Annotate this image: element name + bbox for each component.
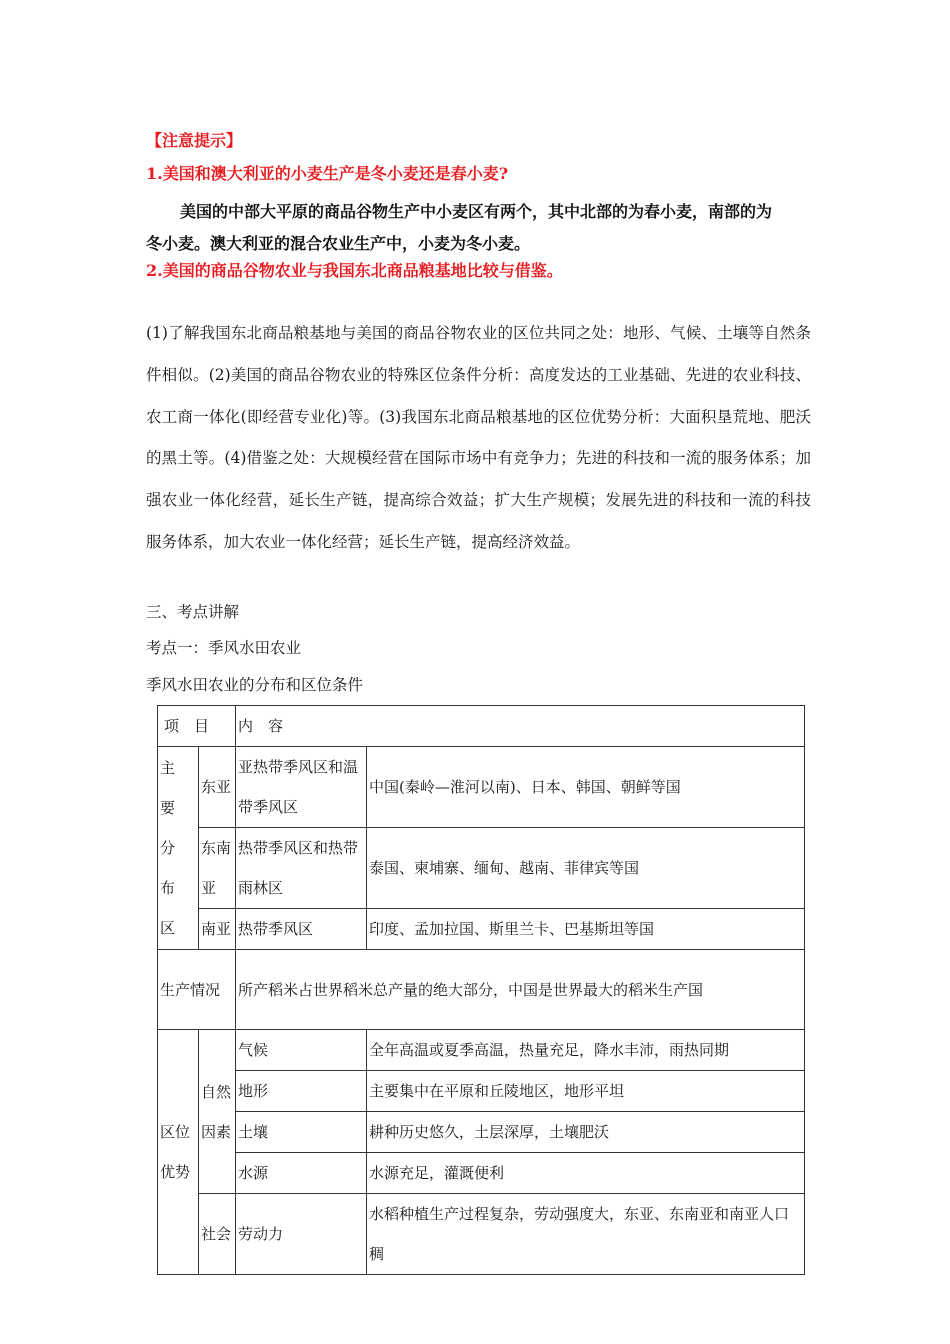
- notice-answer-1: [146, 196, 816, 260]
- header-item: 项 目: [158, 706, 236, 747]
- table-row: [158, 1153, 805, 1194]
- countries-cell: 中国(秦岭—淮河以南)、日本、韩国、朝鲜等国: [367, 747, 805, 828]
- advantage-label: 区位优势: [158, 1030, 199, 1275]
- table-row: [158, 1030, 805, 1071]
- factor-text: 水稻种植生产过程复杂，劳动强度大，东亚、东南亚和南亚人口稠: [367, 1194, 805, 1275]
- factor-text: 主要集中在平原和丘陵地区，地形平坦: [367, 1071, 805, 1112]
- factor-cell: 地形: [236, 1071, 367, 1112]
- production-label: 生产情况: [158, 950, 236, 1030]
- answer-line-2: 冬小麦。澳大利亚的混合农业生产中，小麦为冬小麦。: [146, 234, 531, 253]
- natural-label: 自然因素: [199, 1030, 236, 1194]
- table-header-row: [158, 706, 805, 747]
- kaodian-heading: 考点一：季风水田农业: [146, 639, 302, 657]
- climate-cell: 热带季风区: [236, 909, 367, 950]
- body-paragraph: (1)了解我国东北商品粮基地与美国的商品谷物农业的区位共同之处：地形、气候、土壤等自然条件相似。(2)美国的商品谷物农业的特殊区位条件分析：高度发达的工业基础、先进的农业科技、农工商一体化(即经营专业化)等。(3)我国东北商品粮基地的区位优势分析：大面积垦荒地、肥沃的黑土等。(4)借鉴之处：大规模经营在国际市场中有竞争力；先进的科技和一流的服务体系；加强农业一体化经营，延长生产链，提高综合效益；扩大生产规模；发展先进的科技和一流的科技服务体系，加大农业一体化经营；延长生产链，提高经济效益。: [146, 324, 811, 551]
- region-cell: 东南亚: [199, 828, 236, 909]
- countries-cell: 印度、孟加拉国、斯里兰卡、巴基斯坦等国: [367, 909, 805, 950]
- notice-question-2: 2.美国的商品谷物农业与我国东北商品粮基地比较与借鉴。: [146, 261, 563, 280]
- countries-cell: 泰国、柬埔寨、缅甸、越南、菲律宾等国: [367, 828, 805, 909]
- section-heading: 三、考点讲解: [146, 603, 240, 621]
- factor-text: 水源充足，灌溉便利: [367, 1153, 805, 1194]
- dist-label: 主 要 分 布 区: [158, 747, 199, 950]
- factor-cell: 劳动力: [236, 1194, 367, 1275]
- table-row: [158, 828, 805, 909]
- notice-title: 【注意提示】: [146, 131, 243, 150]
- table-row: [158, 950, 805, 1030]
- climate-cell: 亚热带季风区和温带季风区: [236, 747, 367, 828]
- factor-cell: 水源: [236, 1153, 367, 1194]
- table-row: [158, 1112, 805, 1153]
- header-content: 内 容: [236, 706, 805, 747]
- region-cell: 东亚: [199, 747, 236, 828]
- table-caption: 季风水田农业的分布和区位条件: [146, 676, 364, 694]
- social-label: 社会: [199, 1194, 236, 1275]
- region-cell: 南亚: [199, 909, 236, 950]
- factor-text: 全年高温或夏季高温，热量充足，降水丰沛，雨热同期: [367, 1030, 805, 1071]
- factor-cell: 土壤: [236, 1112, 367, 1153]
- factor-cell: 气候: [236, 1030, 367, 1071]
- factor-text: 耕种历史悠久，土层深厚，土壤肥沃: [367, 1112, 805, 1153]
- climate-cell: 热带季风区和热带雨林区: [236, 828, 367, 909]
- table-row: [158, 1071, 805, 1112]
- distribution-table: [157, 705, 805, 1275]
- table-row: [158, 747, 805, 828]
- table-row: [158, 909, 805, 950]
- notice-question-1: 1.美国和澳大利亚的小麦生产是冬小麦还是春小麦?: [146, 164, 509, 183]
- answer-line-1: 美国的中部大平原的商品谷物生产中小麦区有两个，其中北部的为春小麦，南部的为: [180, 202, 773, 221]
- production-text: 所产稻米占世界稻米总产量的绝大部分，中国是世界最大的稻米生产国: [236, 950, 805, 1030]
- table-row: [158, 1194, 805, 1275]
